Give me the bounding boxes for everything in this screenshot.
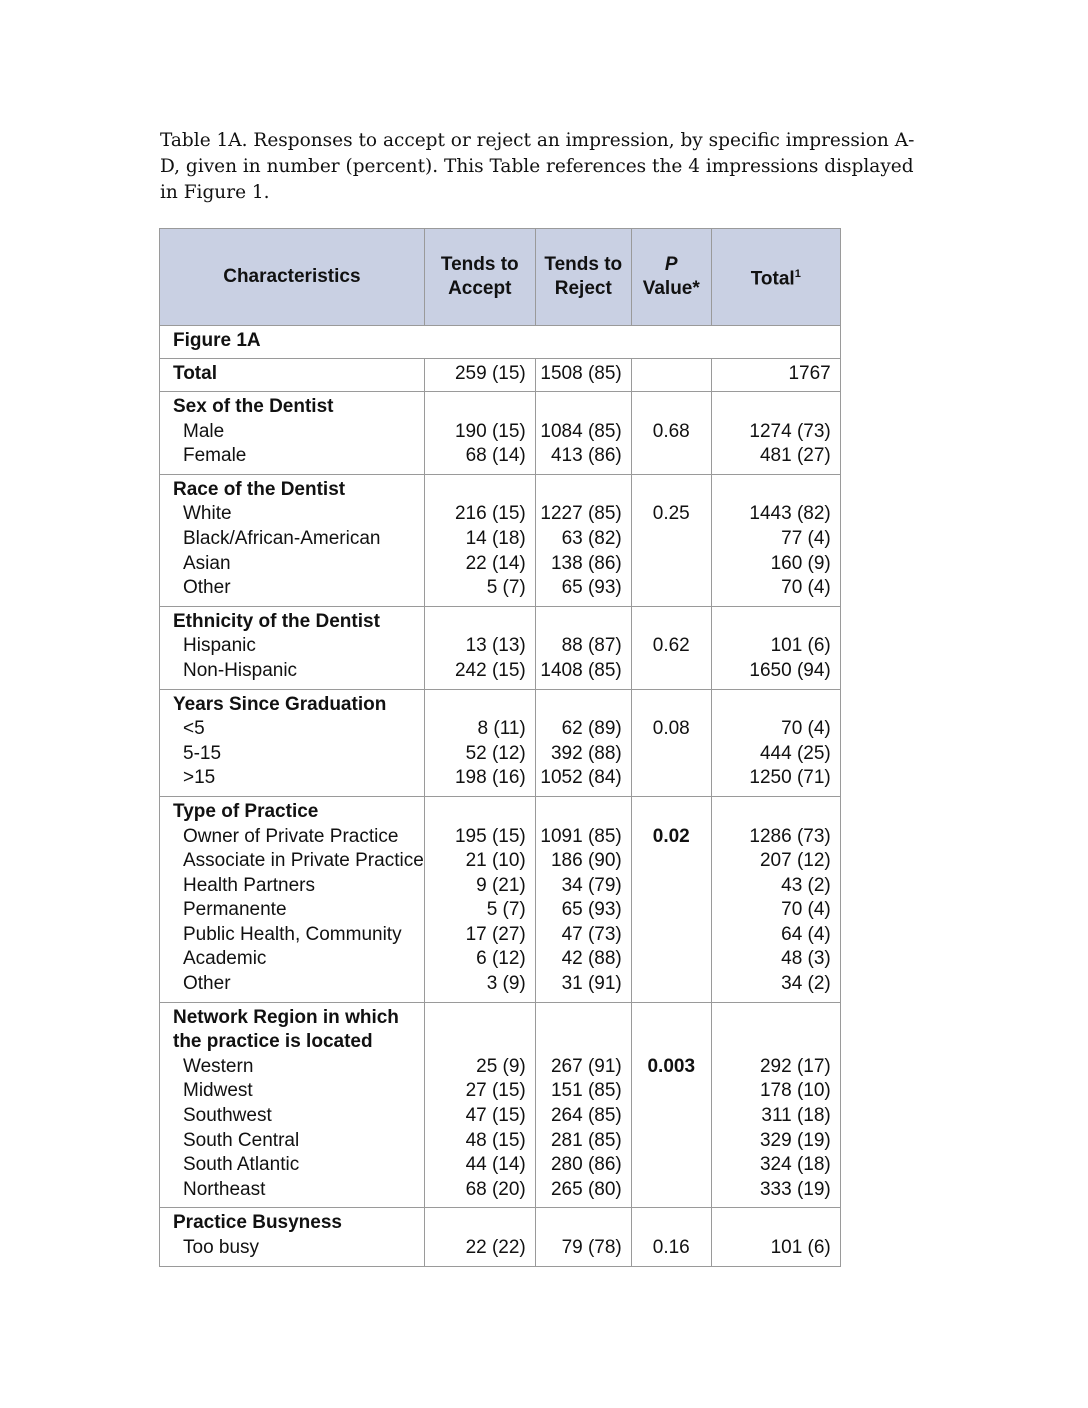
row-label: South Atlantic	[183, 1154, 300, 1176]
row-reject: 65 (93)	[561, 577, 622, 599]
spacer	[712, 610, 831, 635]
total-label: Total	[160, 359, 425, 392]
total-accept: 259 (15)	[424, 359, 535, 392]
row-accept: 47 (15)	[465, 1105, 526, 1127]
row-accept: 242 (15)	[454, 659, 526, 681]
spacer	[536, 610, 622, 635]
spacer	[632, 766, 711, 791]
group-total-cell	[711, 689, 840, 796]
spacer	[632, 1178, 711, 1203]
row-accept: 27 (15)	[465, 1080, 526, 1102]
table-caption: Table 1A. Responses to accept or reject an impression, by specific impression A-D, given in number (percent). This Table references the 4 impressions displayed in Figure 1.	[160, 130, 915, 203]
spacer	[425, 1211, 526, 1236]
row-reject: 62 (89)	[561, 718, 622, 740]
row-label: Northeast	[183, 1178, 266, 1200]
spacer	[632, 1211, 711, 1236]
row-accept: 5 (7)	[486, 577, 526, 599]
row-reject: 151 (85)	[550, 1080, 622, 1102]
row-reject: 267 (91)	[550, 1055, 622, 1077]
row-reject: 280 (86)	[550, 1154, 622, 1176]
row-reject: 392 (88)	[550, 742, 622, 764]
spacer	[536, 1030, 622, 1055]
group-row	[160, 606, 841, 689]
header-total	[711, 229, 840, 326]
spacer	[425, 1030, 526, 1055]
spacer	[632, 444, 711, 469]
row-label: Other	[183, 577, 231, 599]
group-accept-cell	[424, 1002, 535, 1208]
row-label: Non-Hispanic	[183, 659, 298, 681]
row-label: 5-15	[183, 742, 222, 764]
group-p-value-cell	[631, 392, 711, 475]
row-total: 101 (6)	[770, 635, 831, 657]
row-label: Midwest	[183, 1080, 253, 1102]
spacer	[425, 610, 526, 635]
spacer	[712, 1211, 831, 1236]
spacer	[425, 395, 526, 420]
row-reject: 281 (85)	[550, 1129, 622, 1151]
row-p-value: 0.25	[652, 503, 690, 525]
group-characteristics-cell	[160, 392, 425, 475]
spacer	[632, 972, 711, 997]
section-row	[160, 326, 841, 359]
spacer	[632, 1129, 711, 1154]
group-characteristics-cell	[160, 796, 425, 1002]
group-title: Type of Practice	[173, 800, 319, 822]
spacer	[712, 693, 831, 718]
header-total-label: Total	[750, 268, 795, 290]
row-total: 160 (9)	[770, 552, 831, 574]
row-accept: 216 (15)	[454, 503, 526, 525]
row-reject: 1408 (85)	[540, 659, 622, 681]
row-reject: 264 (85)	[550, 1105, 622, 1127]
spacer	[712, 1006, 831, 1031]
row-reject: 63 (82)	[561, 527, 622, 549]
group-characteristics-cell	[160, 606, 425, 689]
row-total: 70 (4)	[781, 899, 831, 921]
group-title: Ethnicity of the Dentist	[173, 610, 380, 632]
row-accept: 22 (14)	[465, 552, 526, 574]
row-reject: 1227 (85)	[540, 503, 622, 525]
group-total-cell	[711, 796, 840, 1002]
row-label: Other	[183, 973, 231, 995]
group-p-value-cell	[631, 1002, 711, 1208]
spacer	[536, 1006, 622, 1031]
row-reject: 65 (93)	[561, 899, 622, 921]
group-reject-cell	[535, 606, 631, 689]
spacer	[632, 527, 711, 552]
header-row	[160, 229, 841, 326]
row-total: 1250 (71)	[749, 767, 831, 789]
spacer	[632, 576, 711, 601]
spacer	[536, 800, 622, 825]
row-accept: 21 (10)	[465, 850, 526, 872]
group-characteristics-cell	[160, 474, 425, 606]
group-title: Sex of the Dentist	[173, 396, 334, 417]
row-label: Asian	[183, 552, 231, 574]
row-accept: 13 (13)	[465, 635, 526, 657]
row-accept: 22 (22)	[465, 1237, 526, 1258]
spacer	[425, 478, 526, 503]
group-p-value-cell	[631, 689, 711, 796]
row-accept: 198 (16)	[454, 767, 526, 789]
group-characteristics-cell	[160, 1002, 425, 1208]
results-table	[159, 228, 841, 1267]
row-accept: 14 (18)	[465, 527, 526, 549]
spacer	[536, 693, 622, 718]
row-label: Permanente	[183, 899, 287, 921]
row-total: 324 (18)	[759, 1154, 831, 1176]
row-total: 1650 (94)	[749, 659, 831, 681]
group-reject-cell	[535, 796, 631, 1002]
spacer	[425, 693, 526, 718]
row-total: 178 (10)	[759, 1080, 831, 1102]
group-title: Network Region in which	[173, 1006, 399, 1028]
group-reject-cell	[535, 1208, 631, 1266]
row-total: 311 (18)	[761, 1105, 831, 1127]
row-accept: 44 (14)	[465, 1154, 526, 1176]
row-accept: 3 (9)	[486, 973, 526, 995]
group-accept-cell	[424, 606, 535, 689]
total-p-value	[631, 359, 711, 392]
spacer	[712, 478, 831, 503]
spacer	[536, 395, 622, 420]
spacer	[536, 1211, 622, 1236]
group-total-cell	[711, 1208, 840, 1266]
row-label: White	[183, 503, 232, 525]
group-title: Years Since Graduation	[173, 693, 387, 715]
row-label: Southwest	[183, 1105, 272, 1127]
spacer	[536, 478, 622, 503]
total-row	[160, 359, 841, 392]
group-p-value-cell	[631, 474, 711, 606]
group-accept-cell	[424, 796, 535, 1002]
header-p-rest: Value*	[642, 278, 700, 299]
row-reject: 1084 (85)	[540, 420, 622, 442]
row-reject: 34 (79)	[561, 874, 622, 896]
row-p-value: 0.16	[652, 1237, 690, 1258]
row-label: Male	[183, 420, 225, 442]
row-accept: 68 (20)	[465, 1178, 526, 1200]
row-total: 48 (3)	[781, 948, 831, 970]
row-total: 34 (2)	[781, 973, 831, 995]
row-reject: 413 (86)	[550, 445, 622, 467]
row-reject: 42 (88)	[561, 948, 622, 970]
group-characteristics-cell	[160, 689, 425, 796]
row-label: Academic	[183, 948, 267, 970]
row-accept: 25 (9)	[476, 1055, 526, 1077]
row-accept: 17 (27)	[465, 923, 526, 945]
row-p-value: 0.003	[647, 1055, 696, 1077]
row-accept: 190 (15)	[454, 420, 526, 442]
spacer	[632, 923, 711, 948]
row-total: 70 (4)	[781, 718, 831, 740]
group-row	[160, 1208, 841, 1266]
group-title: the practice is located	[173, 1031, 373, 1053]
total-reject: 1508 (85)	[535, 359, 631, 392]
spacer	[712, 1030, 831, 1055]
section-title: Figure 1A	[160, 326, 841, 359]
row-total: 77 (4)	[781, 527, 831, 549]
spacer	[632, 395, 711, 420]
group-row	[160, 796, 841, 1002]
spacer	[632, 610, 711, 635]
header-characteristics: Characteristics	[160, 229, 425, 326]
row-total: 207 (12)	[759, 850, 831, 872]
row-reject: 186 (90)	[550, 850, 622, 872]
group-title: Race of the Dentist	[173, 478, 346, 500]
group-characteristics-cell	[160, 1208, 425, 1266]
spacer	[632, 693, 711, 718]
spacer	[425, 1006, 526, 1031]
row-label: Western	[183, 1055, 254, 1077]
row-label: Public Health, Community	[183, 923, 402, 945]
header-tends-to-accept: Tends to Accept	[424, 229, 535, 326]
row-accept: 48 (15)	[465, 1129, 526, 1151]
spacer	[632, 1030, 711, 1055]
spacer	[632, 478, 711, 503]
header-p-value	[631, 229, 711, 326]
group-title: Practice Busyness	[173, 1212, 342, 1234]
row-label: South Central	[183, 1129, 300, 1151]
spacer	[712, 800, 831, 825]
row-total: 70 (4)	[781, 577, 831, 599]
group-p-value-cell	[631, 606, 711, 689]
row-label: >15	[183, 767, 216, 789]
group-total-cell	[711, 392, 840, 475]
spacer	[632, 1153, 711, 1178]
row-label: Hispanic	[183, 635, 256, 657]
row-total: 444 (25)	[759, 742, 831, 764]
row-accept: 5 (7)	[486, 899, 526, 921]
spacer	[632, 898, 711, 923]
header-tends-to-reject: Tends to Reject	[535, 229, 631, 326]
row-reject: 31 (91)	[561, 973, 622, 995]
row-total: 64 (4)	[781, 923, 831, 945]
row-reject: 138 (86)	[550, 552, 622, 574]
group-accept-cell	[424, 392, 535, 475]
spacer	[632, 874, 711, 899]
row-accept: 9 (21)	[476, 874, 526, 896]
spacer	[632, 1079, 711, 1104]
group-accept-cell	[424, 689, 535, 796]
row-label: Too busy	[183, 1237, 260, 1258]
row-label: Associate in Private Practice	[183, 850, 424, 872]
row-total: 1274 (73)	[749, 420, 831, 442]
row-accept: 8 (11)	[477, 718, 526, 740]
group-accept-cell	[424, 1208, 535, 1266]
row-total: 1443 (82)	[749, 503, 831, 525]
row-total: 101 (6)	[770, 1237, 831, 1258]
spacer	[425, 800, 526, 825]
row-reject: 47 (73)	[561, 923, 622, 945]
row-label: Female	[183, 445, 247, 467]
row-label: <5	[183, 718, 205, 740]
spacer	[632, 849, 711, 874]
group-p-value-cell	[631, 796, 711, 1002]
total-total: 1767	[711, 359, 840, 392]
spacer	[632, 947, 711, 972]
row-accept: 195 (15)	[454, 825, 526, 847]
header-p-letter: P	[664, 254, 678, 275]
group-total-cell	[711, 1002, 840, 1208]
row-p-value: 0.68	[652, 420, 690, 442]
row-accept: 68 (14)	[465, 445, 526, 467]
row-total: 481 (27)	[759, 445, 831, 467]
spacer	[632, 800, 711, 825]
group-reject-cell	[535, 689, 631, 796]
group-p-value-cell	[631, 1208, 711, 1266]
spacer	[632, 1104, 711, 1129]
spacer	[632, 742, 711, 767]
group-row	[160, 474, 841, 606]
spacer	[632, 659, 711, 684]
spacer	[712, 395, 831, 420]
row-accept: 52 (12)	[465, 742, 526, 764]
row-reject: 265 (80)	[550, 1178, 622, 1200]
row-label: Black/African-American	[183, 527, 381, 549]
group-row	[160, 689, 841, 796]
row-p-value: 0.62	[652, 635, 690, 657]
group-total-cell	[711, 606, 840, 689]
group-row	[160, 392, 841, 475]
group-total-cell	[711, 474, 840, 606]
row-accept: 6 (12)	[476, 948, 526, 970]
group-reject-cell	[535, 1002, 631, 1208]
row-reject: 88 (87)	[561, 635, 622, 657]
row-p-value: 0.02	[652, 825, 690, 847]
row-total: 292 (17)	[759, 1055, 831, 1077]
row-total: 1286 (73)	[749, 825, 831, 847]
group-row	[160, 1002, 841, 1208]
spacer	[632, 1006, 711, 1031]
row-reject: 79 (78)	[561, 1237, 622, 1258]
row-reject: 1052 (84)	[540, 767, 622, 789]
spacer	[632, 552, 711, 577]
group-accept-cell	[424, 474, 535, 606]
row-p-value: 0.08	[652, 718, 690, 740]
group-reject-cell	[535, 474, 631, 606]
row-total: 43 (2)	[781, 874, 831, 896]
row-label: Health Partners	[183, 874, 316, 896]
row-total: 333 (19)	[759, 1178, 831, 1200]
header-total-footnote: 1	[794, 268, 801, 281]
row-reject: 1091 (85)	[540, 825, 622, 847]
row-label: Owner of Private Practice	[183, 825, 399, 847]
row-total: 329 (19)	[759, 1129, 831, 1151]
group-reject-cell	[535, 392, 631, 475]
